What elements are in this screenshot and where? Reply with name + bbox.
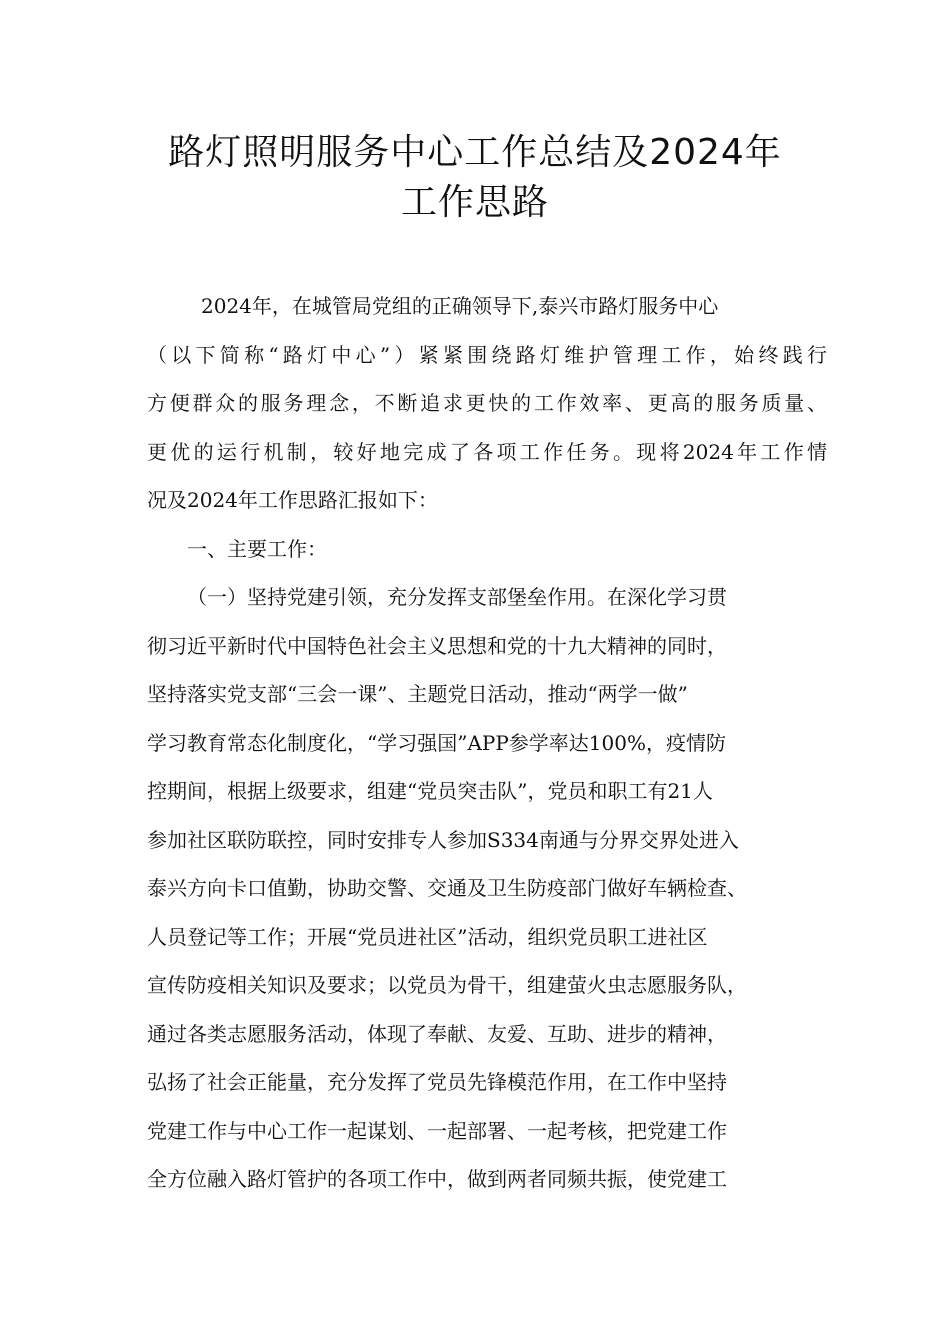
title-line-2: 工作思路 bbox=[400, 182, 549, 223]
paragraph-one-line-11: 弘扬了社会正能量，充分发挥了党员先锋模范作用，在工作中坚持 bbox=[147, 1070, 727, 1094]
paragraph-one bbox=[147, 573, 827, 1204]
paragraph-one-line-13: 全方位融入路灯管护的各项工作中，做到两者同频共振，使党建工 bbox=[147, 1167, 727, 1191]
paragraph-one-line-12: 党建工作与中心工作一起谋划、一起部署、一起考核，把党建工作 bbox=[147, 1118, 727, 1143]
document-title bbox=[120, 128, 830, 228]
intro-line-3: 方便群众的服务理念，不断追求更快的工作效率、更高的服务质量、 bbox=[147, 391, 827, 415]
section-heading: 一、主要工作： bbox=[187, 536, 327, 561]
paragraph-one-line-7: 泰兴方向卡口值勤，协助交警、交通及卫生防疫部门做好车辆检查、 bbox=[147, 876, 747, 900]
paragraph-one-line-1: （一）坚持党建引领，充分发挥支部堡垒作用。在深化学习贯 bbox=[187, 585, 727, 609]
paragraph-one-line-6: 参加社区联防联控，同时安排专人参加S334南通与分界交界处进入 bbox=[147, 827, 739, 852]
intro-line-5: 况及2024年工作思路汇报如下： bbox=[147, 488, 438, 512]
intro-line-4: 更优的运行机制，较好地完成了各项工作任务。现将2024年工作情 bbox=[147, 439, 827, 464]
paragraph-one-line-10: 通过各类志愿服务活动，体现了奉献、友爱、互助、进步的精神， bbox=[147, 1021, 727, 1046]
paragraph-one-line-9: 宣传防疫相关知识及要求；以党员为骨干，组建萤火虫志愿服务队， bbox=[147, 973, 747, 997]
paragraph-one-line-2: 彻习近平新时代中国特色社会主义思想和党的十九大精神的同时， bbox=[147, 633, 727, 658]
intro-line-2: （以下简称“路灯中心”）紧紧围绕路灯维护管理工作，始终践行 bbox=[147, 342, 827, 367]
document-body bbox=[147, 282, 827, 1204]
paragraph-one-line-8: 人员登记等工作；开展“党员进社区”活动，组织党员职工进社区 bbox=[147, 924, 708, 949]
paragraph-one-line-3: 坚持落实党支部“三会一课”、主题党日活动，推动“两学一做” bbox=[147, 682, 688, 706]
paragraph-one-line-4: 学习教育常态化制度化，“学习强国”APP参学率达100%，疫情防 bbox=[147, 730, 726, 755]
paragraph-one-line-5: 控期间，根据上级要求，组建“党员突击队”，党员和职工有21人 bbox=[147, 779, 713, 803]
intro-paragraph bbox=[147, 282, 827, 525]
intro-line-1: 2024年，在城管局党组的正确领导下,泰兴市路灯服务中心 bbox=[201, 294, 719, 318]
title-line-1: 路灯照明服务中心工作总结及2024年 bbox=[168, 132, 782, 173]
